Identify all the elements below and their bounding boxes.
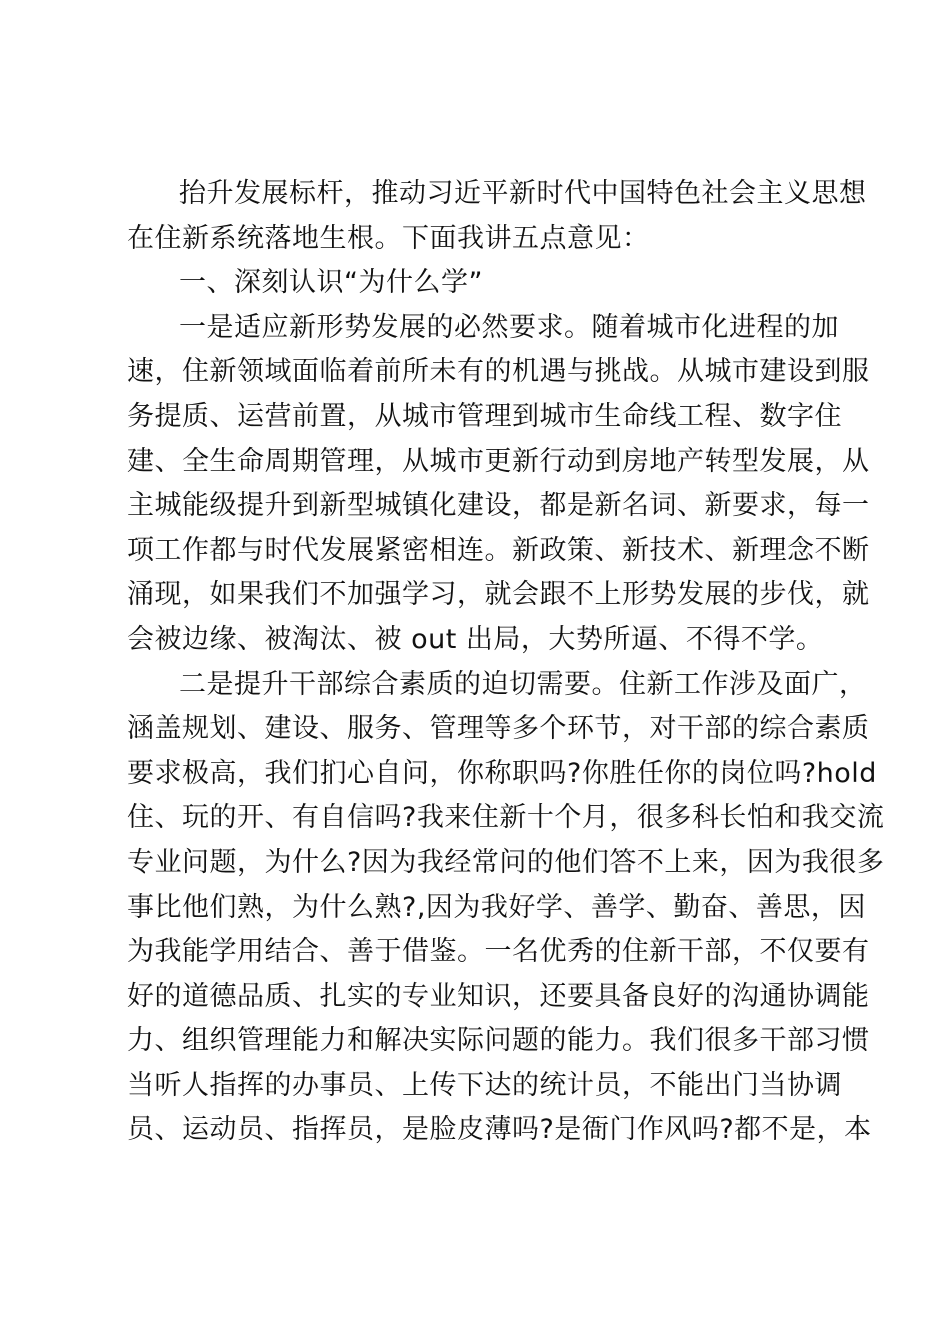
text-line: 涵盖规划、建设、服务、管理等多个环节，对干部的综合素质 [127, 713, 870, 745]
text-line: 项工作都与时代发展紧密相连。新政策、新技术、新理念不断 [127, 534, 870, 566]
text-line: 专业问题，为什么?因为我经常问的他们答不上来，因为我很多 [127, 846, 885, 878]
text-line: 住、玩的开、有自信吗?我来住新十个月，很多科长怕和我交流 [127, 802, 885, 834]
text-line: 好的道德品质、扎实的专业知识，还要具备良好的沟通协调能 [127, 980, 870, 1012]
text-line: 抬升发展标杆，推动习近平新时代中国特色社会主义思想 [179, 178, 867, 209]
text-line: 在住新系统落地生根。下面我讲五点意见： [127, 222, 650, 254]
text-line: 力、组织管理能力和解决实际问题的能力。我们很多干部习惯 [127, 1025, 870, 1057]
text-line: 事比他们熟，为什么熟?,因为我好学、善学、勤奋、善思，因 [127, 891, 866, 923]
text-line: 涌现，如果我们不加强学习，就会跟不上形势发展的步伐，就 [127, 579, 870, 611]
section-heading: 一、深刻认识“为什么学” [179, 267, 483, 299]
text-line: 速，住新领域面临着前所未有的机遇与挑战。从城市建设到服 [127, 356, 870, 388]
text-line: 员、运动员、指挥员，是脸皮薄吗?是衙门作风吗?都不是，本 [127, 1114, 872, 1146]
text-line: 建、全生命周期管理，从城市更新行动到房地产转型发展，从 [127, 445, 870, 477]
text-line: 当听人指挥的办事员、上传下达的统计员，不能出门当协调 [127, 1069, 842, 1101]
text-line: 二是提升干部综合素质的迫切需要。住新工作涉及面广， [179, 668, 867, 700]
text-line: 一是适应新形势发展的必然要求。随着城市化进程的加 [179, 311, 839, 343]
text-line: 为我能学用结合、善于借鉴。一名优秀的住新干部，不仅要有 [127, 936, 870, 968]
text-line: 主城能级提升到新型城镇化建设，都是新名词、新要求，每一 [127, 490, 870, 522]
text-line: 务提质、运营前置，从城市管理到城市生命线工程、数字住 [127, 400, 842, 432]
body-text [127, 172, 885, 1153]
text-line: 要求极高，我们扪心自问，你称职吗?你胜任你的岗位吗?hold [127, 757, 877, 789]
text-line: 会被边缘、被淘汰、被 out 出局，大势所逼、不得不学。 [127, 623, 824, 655]
